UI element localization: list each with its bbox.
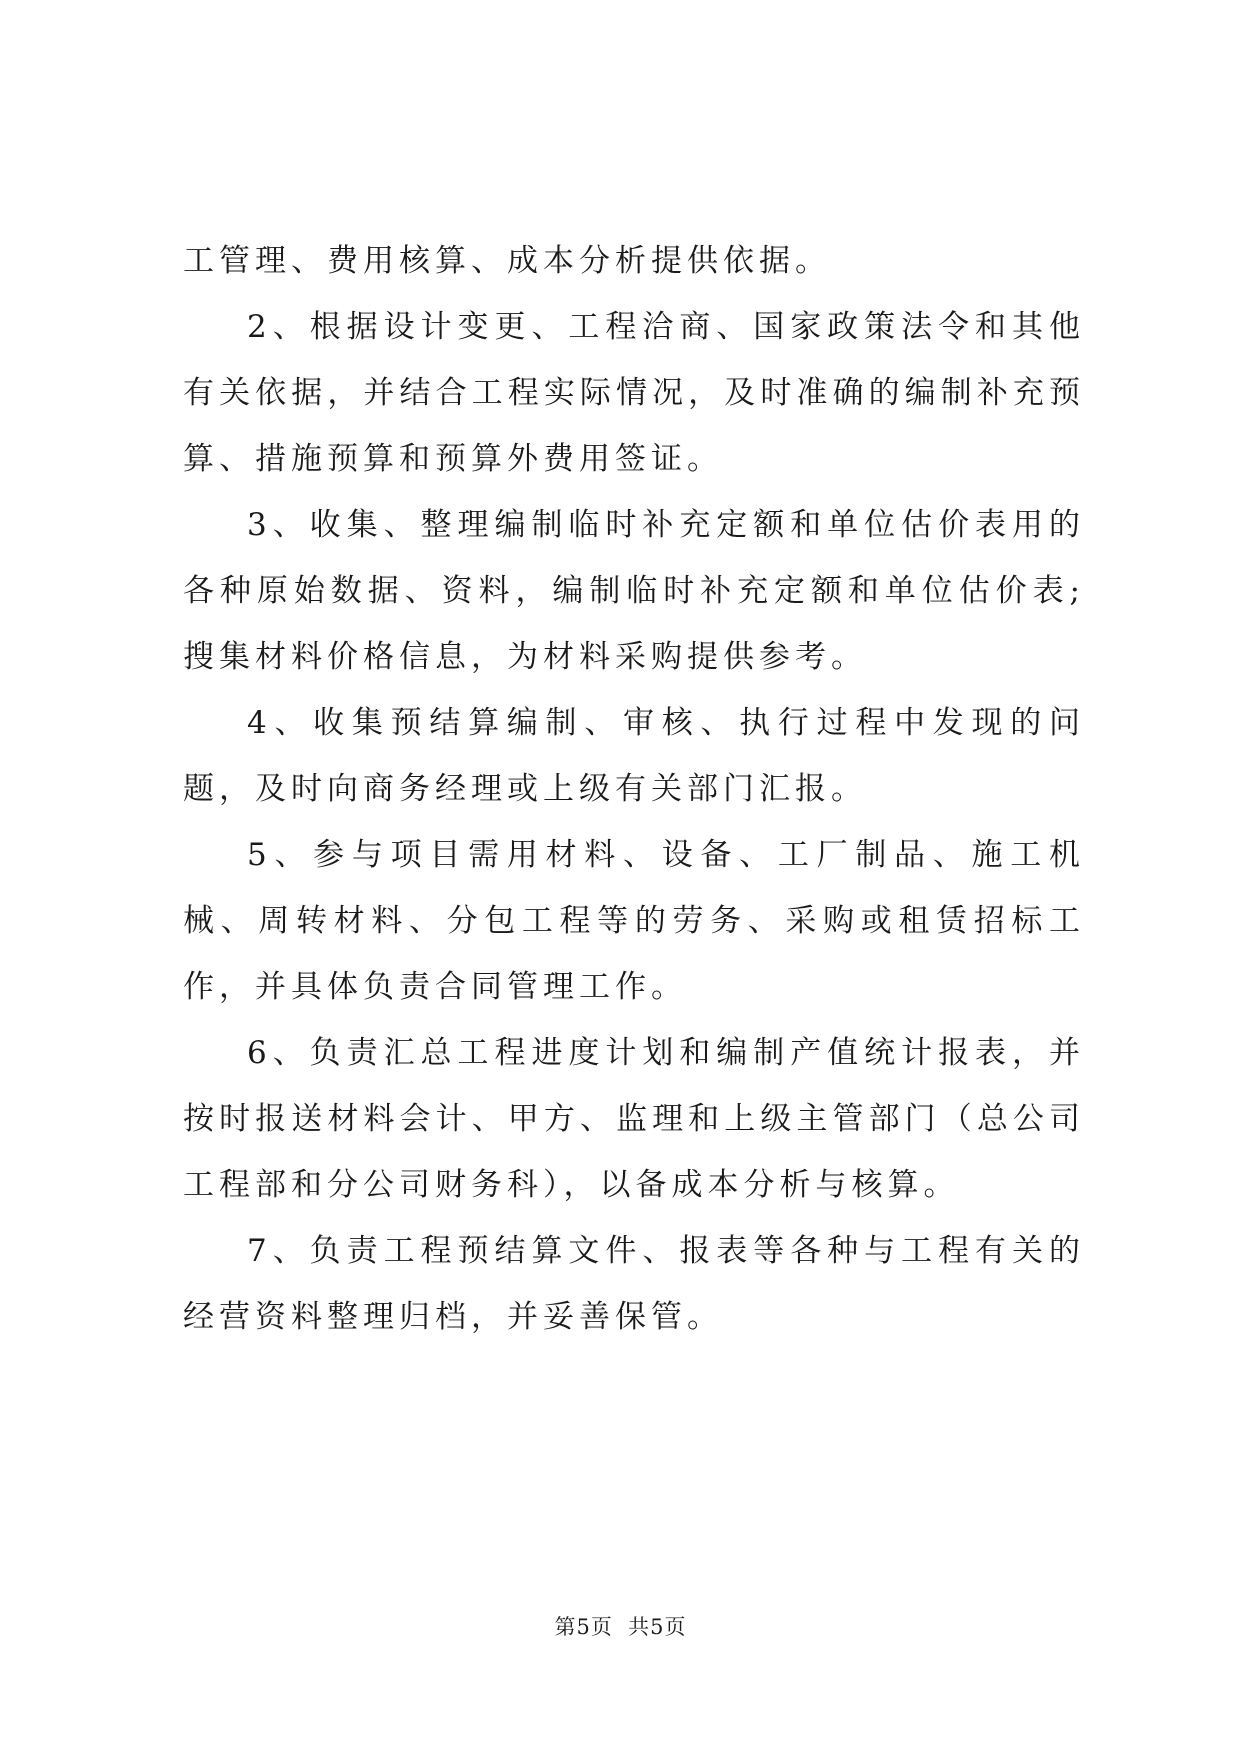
- paragraph-continuation: 工管理、费用核算、成本分析提供依据。: [183, 243, 831, 279]
- paragraph-item-5: 5、参与项目需用材料、设备、工厂制品、施工机械、周转材料、分包工程等的劳务、采购或租赁招标工作，并具体负责合同管理工作。: [183, 837, 1085, 1005]
- paragraph-item-4: 4、收集预结算编制、审核、执行过程中发现的问题，及时向商务经理或上级有关部门汇报。: [183, 705, 1085, 807]
- paragraph-item-7: 7、负责工程预结算文件、报表等各种与工程有关的经营资料整理归档，并妥善保管。: [183, 1233, 1085, 1335]
- document-body: [183, 228, 1085, 1350]
- paragraph-item-3: 3、收集、整理编制临时补充定额和单位估价表用的各种原始数据、资料，编制临时补充定额和单位估价表;搜集材料价格信息，为材料采购提供参考。: [183, 507, 1085, 675]
- paragraph-item-2: 2、根据设计变更、工程洽商、国家政策法令和其他有关依据，并结合工程实际情况，及时准确的编制补充预算、措施预算和预算外费用签证。: [183, 309, 1085, 477]
- paragraph-item-6: 6、负责汇总工程进度计划和编制产值统计报表，并按时报送材料会计、甲方、监理和上级主管部门（总公司工程部和分公司财务科），以备成本分析与核算。: [183, 1035, 1085, 1203]
- page-footer: [0, 1612, 1241, 1642]
- page-number-label: 第5页 共5页: [554, 1615, 687, 1639]
